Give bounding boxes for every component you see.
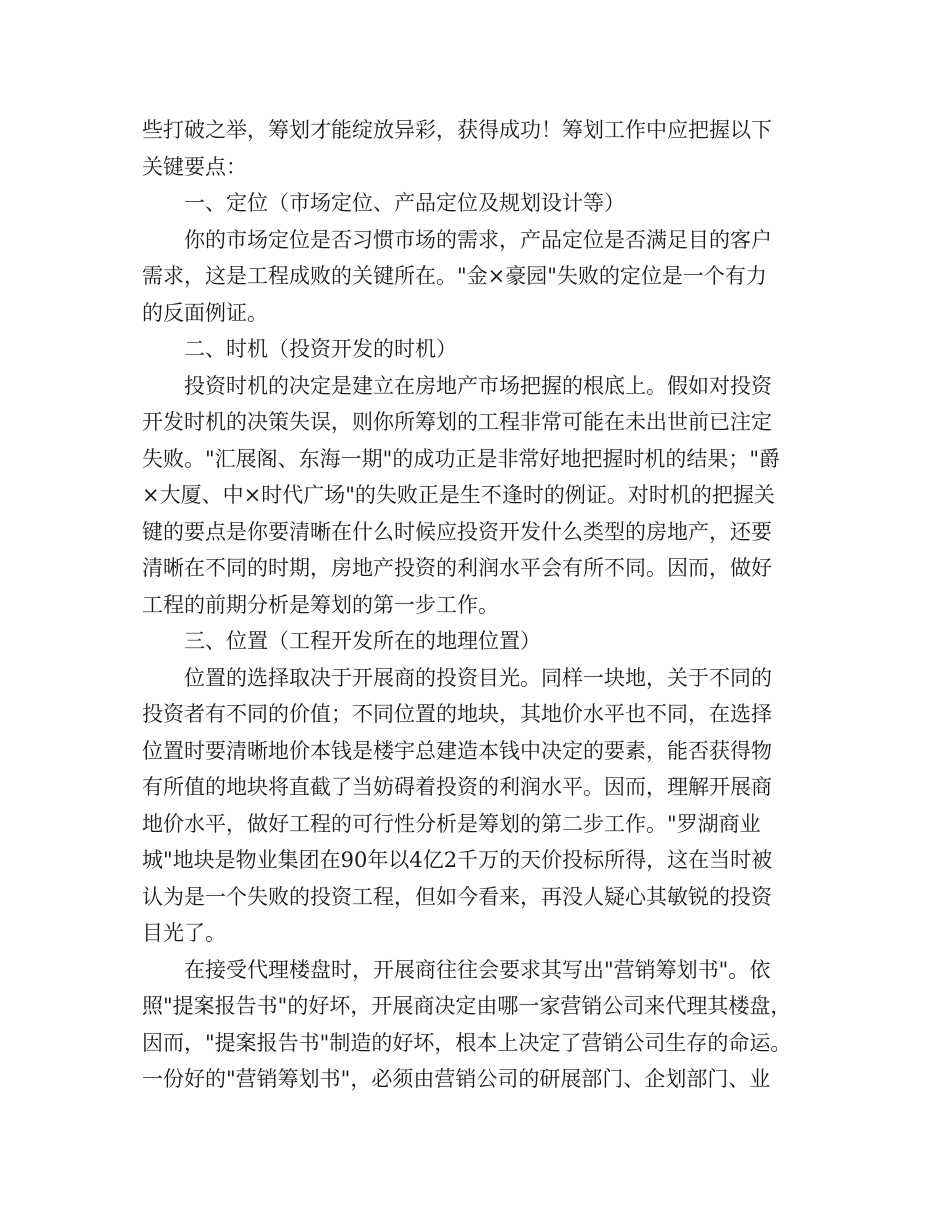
text-line: 位置的选择取决于开展商的投资目光。同样一块地，关于不同的 [184, 666, 772, 690]
text-line: 城"地块是物业集团在90年以4亿2千万的天价投标所得，这在当时被 [142, 848, 773, 872]
text-line: 失败。"汇展阁、东海一期"的成功正是非常好地把握时机的结果；"爵 [142, 447, 780, 471]
text-line: 投资者有不同的价值；不同位置的地块，其地价水平也不同，在选择 [142, 702, 772, 726]
text-line: 认为是一个失败的投资工程，但如今看来，再没人疑心其敏锐的投资 [142, 885, 772, 909]
text-line: 地价水平，做好工程的可行性分析是筹划的第二步工作。"罗湖商业 [142, 812, 761, 836]
text-line: 关键要点： [142, 155, 247, 179]
text-line: 工程的前期分析是筹划的第一步工作。 [142, 593, 499, 617]
text-line: 需求，这是工程成败的关键所在。"金×豪园"失败的定位是一个有力 [142, 264, 767, 288]
section-heading: 二、时机（投资开发的时机） [184, 337, 457, 361]
text-line: 一份好的"营销筹划书"，必须由营销公司的研展部门、企划部门、业 [142, 1067, 771, 1091]
text-line: 投资时机的决定是建立在房地产市场把握的根底上。假如对投资 [184, 374, 772, 398]
text-line: 开发时机的决策失误，则你所筹划的工程非常可能在未出世前已注定 [142, 410, 772, 434]
text-line: 目光了。 [142, 921, 226, 945]
text-line: 有所值的地块将直截了当妨碍着投资的利润水平。因而，理解开展商 [142, 775, 772, 799]
text-line: 键的要点是你要清晰在什么时候应投资开发什么类型的房地产，还要 [142, 520, 772, 544]
text-line: 位置时要清晰地价本钱是楼宇总建造本钱中决定的要素，能否获得物 [142, 739, 772, 763]
section-heading: 三、位置（工程开发所在的地理位置） [184, 629, 541, 653]
text-line: 你的市场定位是否习惯市场的需求，产品定位是否满足目的客户 [184, 228, 772, 252]
text-line: 在接受代理楼盘时，开展商往往会要求其写出"营销筹划书"。依 [184, 958, 771, 982]
text-line: 因而，"提案报告书"制造的好坏，根本上决定了营销公司生存的命运。 [142, 1031, 792, 1055]
text-line: 清晰在不同的时期，房地产投资的利润水平会有所不同。因而，做好 [142, 556, 772, 580]
section-heading: 一、定位（市场定位、产品定位及规划设计等） [184, 191, 625, 215]
text-line: 照"提案报告书"的好坏，开展商决定由哪一家营销公司来代理其楼盘， [142, 994, 792, 1018]
text-line: 的反面例证。 [142, 301, 268, 325]
text-line: ×大厦、中×时代广场"的失败正是生不逢时的例证。对时机的把握关 [142, 483, 775, 507]
text-line: 些打破之举，筹划才能绽放异彩，获得成功！筹划工作中应把握以下 [142, 118, 772, 142]
